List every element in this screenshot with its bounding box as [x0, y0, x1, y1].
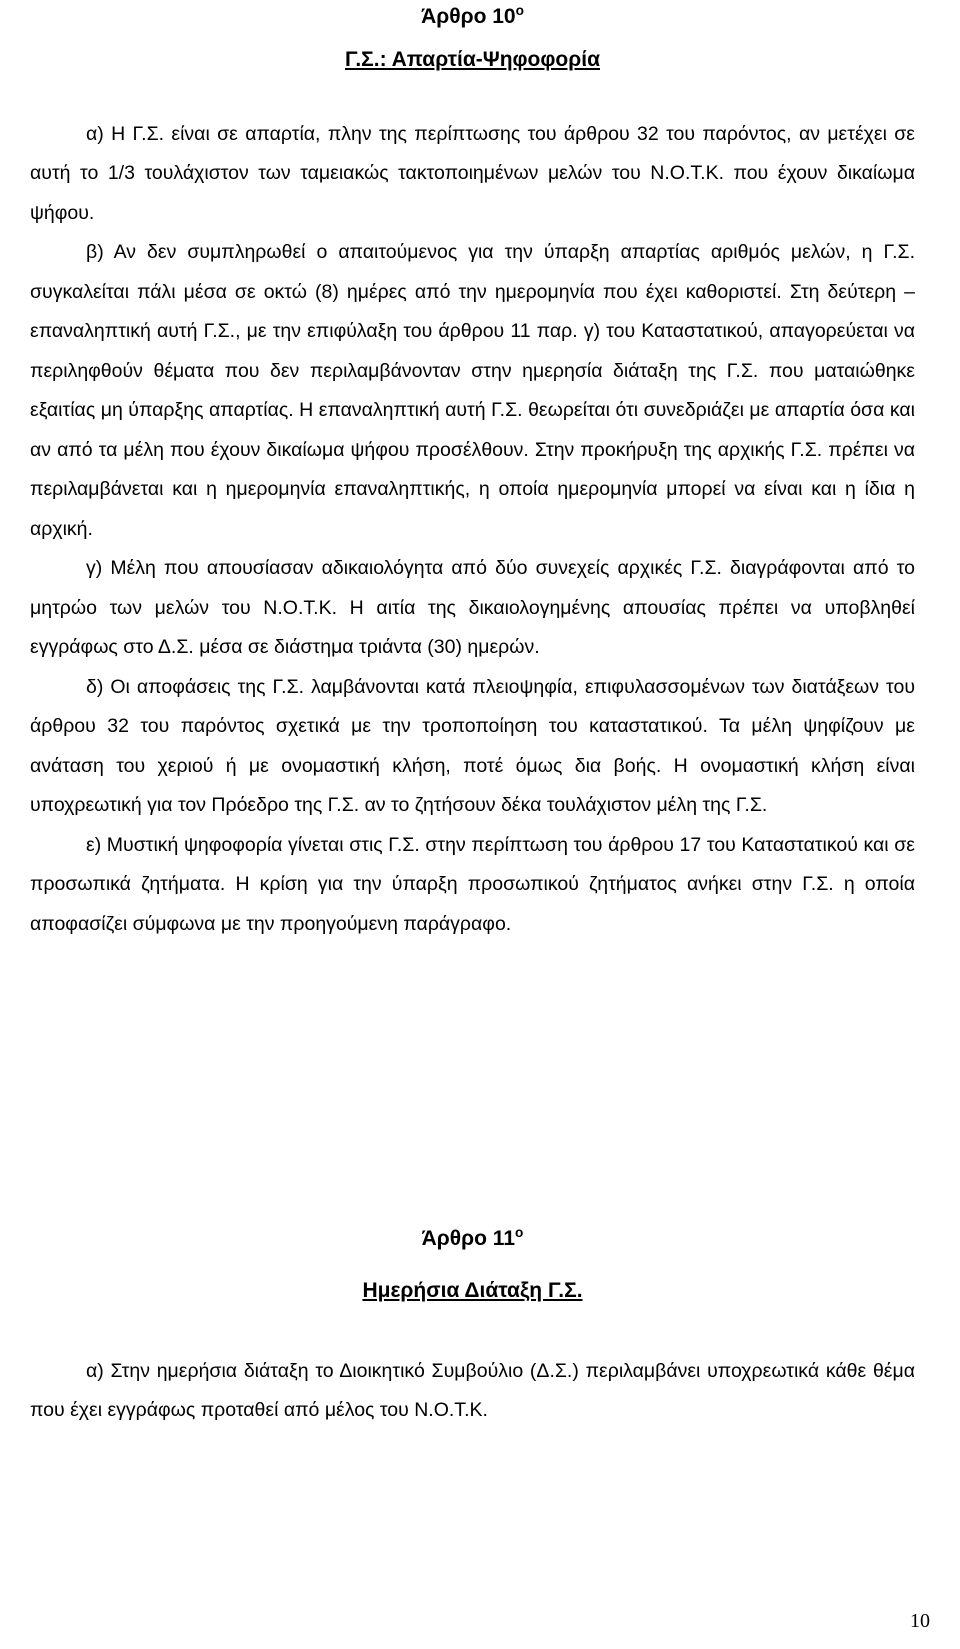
article-11-title-text: Άρθρο 11: [421, 1227, 516, 1250]
article-10-paragraph-d: δ) Οι αποφάσεις της Γ.Σ. λαμβάνονται κατά πλειοψηφία, επιφυλασσομένων των διατάξεων του άρθρου 32 του παρόντος σχετικά με την τροποποίηση του καταστατικού. Τα μέλη ψηφίζουν με ανάταση του χεριού ή με ονομαστική κλήση, ποτέ όμως δια βοής. Η ονομαστική κλήση είναι υποχρεωτική για τον Πρόεδρο της Γ.Σ. αν το ζητήσουν δέκα τουλάχιστον μέλη της Γ.Σ.: [30, 675, 915, 816]
document-page: [30, 0, 915, 1431]
article-10-subtitle: Γ.Σ.: Απαρτία-Ψηφοφορία: [345, 48, 600, 72]
article-10-paragraph-c: γ) Μέλη που απουσίασαν αδικαιολόγητα από δύο συνεχείς αρχικές Γ.Σ. διαγράφονται από το μητρώο των μελών του Ν.Ο.Τ.Κ. Η αιτία της δικαιολογημένης απουσίας πρέπει να υποβληθεί εγγράφως στο Δ.Σ. μέσα σε διάστημα τριάντα (30) ημερών.: [30, 557, 915, 658]
article-10-paragraph-b: β) Αν δεν συμπληρωθεί ο απαιτούμενος για την ύπαρξη απαρτίας αριθμός μελών, η Γ.Σ. συγκαλείται πάλι μέσα σε οκτώ (8) ημέρες από την ημερομηνία που έχει καθοριστεί. Στη δεύτερη – επαναληπτική αυτή Γ.Σ., με την επιφύλαξη του άρθρου 11 παρ. γ) του Καταστατικού, απαγορεύεται να περιληφθούν θέματα που δεν περιλαμβάνονταν στην ημερησία διάταξη της Γ.Σ. που ματαιώθηκε εξαιτίας μη ύπαρξης απαρτίας. Η επαναληπτική αυτή Γ.Σ. θεωρείται ότι συνεδριάζει με απαρτία όσα και αν από τα μέλη που έχουν δικαίωμα ψήφου προσέλθουν. Στην προκήρυξη της αρχικής Γ.Σ. πρέπει να περιλαμβάνεται και η ημερομηνία επαναληπτικής, η οποία ημερομηνία μπορεί να είναι και η ίδια η αρχική.: [30, 241, 915, 540]
article-11-paragraph-a: α) Στην ημερήσια διάταξη το Διοικητικό Συμβούλιο (Δ.Σ.) περιλαμβάνει υποχρεωτικά κάθε θέμα που έχει εγγράφως προταθεί από μέλος του Ν.Ο.Τ.Κ.: [30, 1359, 915, 1421]
article-11-title: [30, 1224, 915, 1252]
article-11-title-superscript: ο: [515, 1225, 524, 1240]
article-10-title-superscript: ο: [515, 3, 524, 18]
article-10-paragraph-a: α) Η Γ.Σ. είναι σε απαρτία, πλην της περίπτωσης του άρθρου 32 του παρόντος, αν μετέχει σε αυτή το 1/3 τουλάχιστον των ταμειακώς τακτοποιημένων μελών του Ν.Ο.Τ.Κ. που έχουν δικαίωμα ψήφου.: [30, 122, 915, 224]
page-number: 10: [910, 1610, 930, 1632]
article-10-title-text: Άρθρο 10: [421, 5, 516, 28]
article-11-subtitle: Ημερήσια Διάταξη Γ.Σ.: [362, 1279, 583, 1303]
article-10-title: [30, 2, 915, 30]
article-10-paragraph-e: ε) Μυστική ψηφοφορία γίνεται στις Γ.Σ. στην περίπτωση του άρθρου 17 του Καταστατικού και σε προσωπικά ζητήματα. Η κρίση για την ύπαρξη προσωπικού ζητήματος ανήκει στην Γ.Σ. η οποία αποφασίζει σύμφωνα με την προηγούμενη παράγραφο.: [30, 833, 915, 935]
